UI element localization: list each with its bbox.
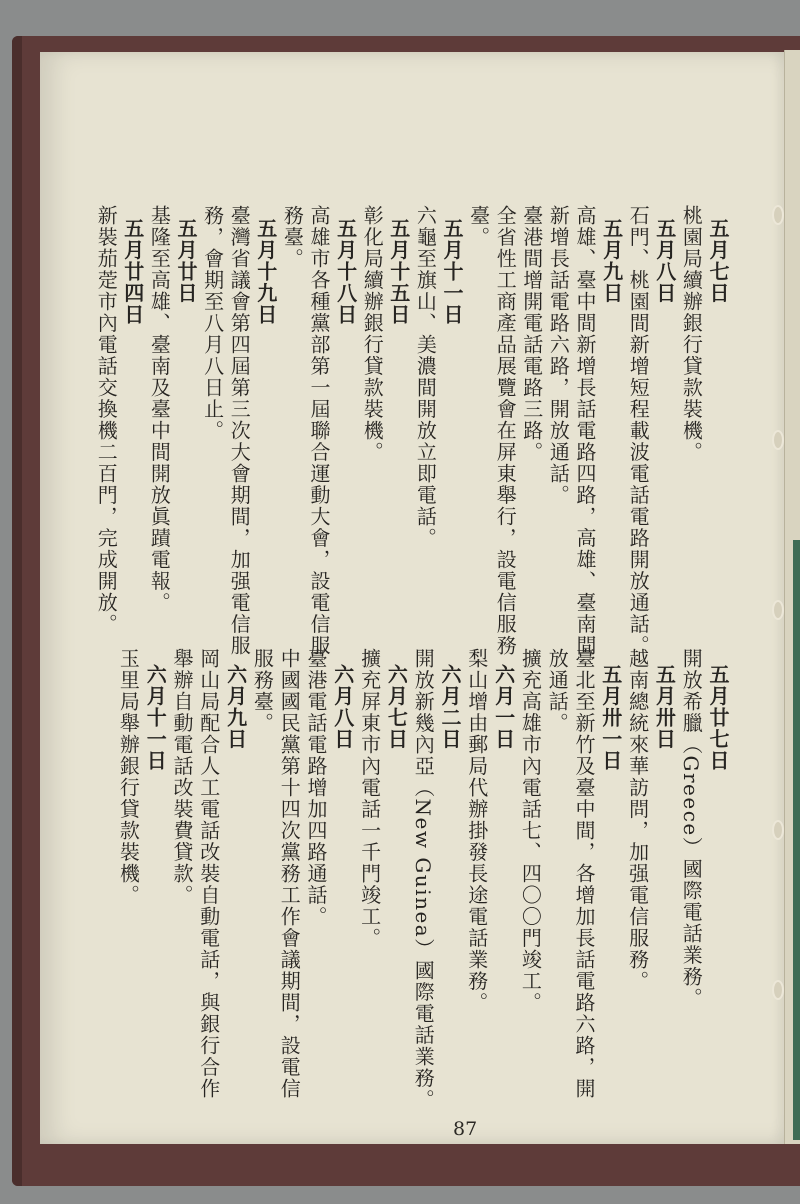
entry-text: 開放希臘（Greece）國際電話業務。 [679, 648, 704, 1009]
entry-date: 五月卅一日 [598, 664, 623, 772]
entry-text: 六龜至旗山、美濃間開放立即電話。 [413, 205, 438, 549]
entry-date: 五月十八日 [333, 218, 358, 326]
entry-text: 放通話。 [545, 648, 570, 734]
entry-text: 舉辦自動電話改裝費貸款。 [170, 648, 194, 906]
entry-text: 基隆至高雄、臺南及臺中間開放眞蹟電報。 [147, 205, 172, 614]
book-cover-edge [12, 36, 22, 1186]
entry-date: 六月九日 [223, 664, 248, 750]
entry-text: 高雄市各種黨部第一屆聯合運動大會，設電信服 [307, 205, 331, 657]
entry-text: 石門、桃園間新增短程載波電話電路開放通話。 [626, 205, 651, 657]
entry-date: 五月十一日 [440, 218, 464, 326]
entry-text: 新裝茄萣市內電話交換機二百門，完成開放。 [94, 205, 119, 635]
binding-stitch [772, 980, 784, 1000]
entry-date: 六月七日 [384, 664, 409, 750]
binding-stitch [772, 600, 784, 620]
entry-text: 岡山局配合人工電話改裝自動電話，與銀行合作 [196, 648, 221, 1100]
entry-text: 務，會期至八月八日止。 [200, 205, 225, 442]
binding-stitch [772, 430, 784, 450]
entry-text: 新增長話電路六路，開放通話。 [546, 205, 571, 506]
bookmark-strip [793, 540, 800, 1140]
entry-text: 臺灣省議會第四屆第三次大會期間，加强電信服 [227, 205, 252, 657]
page-number: 87 [453, 1118, 478, 1140]
entry-text: 梨山增由郵局代辦掛發長途電話業務。 [464, 648, 489, 1014]
entry-date: 五月八日 [652, 218, 677, 304]
entry-text: 臺港間增開電話電路三路。 [519, 205, 544, 463]
entry-text: 臺。 [466, 205, 491, 248]
entry-date: 五月十九日 [253, 218, 278, 326]
entry-date: 五月七日 [706, 218, 730, 304]
entry-text: 彰化局續辦銀行貸款裝機。 [360, 205, 385, 463]
entry-text: 開放新幾內亞（New Guinea）國際電話業務。 [411, 648, 436, 1111]
binding-stitch [772, 820, 784, 840]
entry-text: 務臺。 [280, 205, 305, 270]
entry-date: 六月十一日 [143, 664, 168, 772]
entry-date: 五月九日 [599, 218, 624, 304]
entry-date: 六月一日 [491, 664, 516, 750]
entry-text: 服務臺。 [250, 648, 275, 734]
entry-text: 擴充高雄市內電話七、四〇〇門竣工。 [518, 648, 543, 1014]
entry-text: 桃園局續辦銀行貸款裝機。 [679, 205, 704, 463]
entry-date: 五月廿四日 [120, 218, 145, 326]
entry-date: 六月二日 [438, 664, 462, 750]
binding-stitch [772, 205, 784, 225]
entry-text: 玉里局舉辦銀行貸款裝機。 [116, 648, 141, 906]
entry-date: 五月十五日 [386, 218, 411, 326]
entry-text: 擴充屏東市內電話一千門竣工。 [357, 648, 382, 949]
entry-date: 五月廿七日 [706, 664, 730, 772]
entry-text: 高雄、臺中間新增長話電路四路，高雄、臺南間 [573, 205, 597, 657]
entry-text: 中國國民黨第十四次黨務工作會議期間，設電信 [277, 648, 302, 1100]
entry-text: 越南總統來華訪問，加强電信服務。 [625, 648, 650, 992]
entry-text: 臺港電話電路增加四路通話。 [304, 648, 328, 928]
entry-text: 臺北至新竹及臺中間，各增加長話電路六路，開 [572, 648, 596, 1100]
entry-date: 五月廿日 [174, 218, 198, 304]
entry-date: 五月卅日 [652, 664, 677, 750]
entry-text: 全省性工商產品展覽會在屏東舉行，設電信服務 [493, 205, 518, 657]
entry-date: 六月八日 [330, 664, 355, 750]
